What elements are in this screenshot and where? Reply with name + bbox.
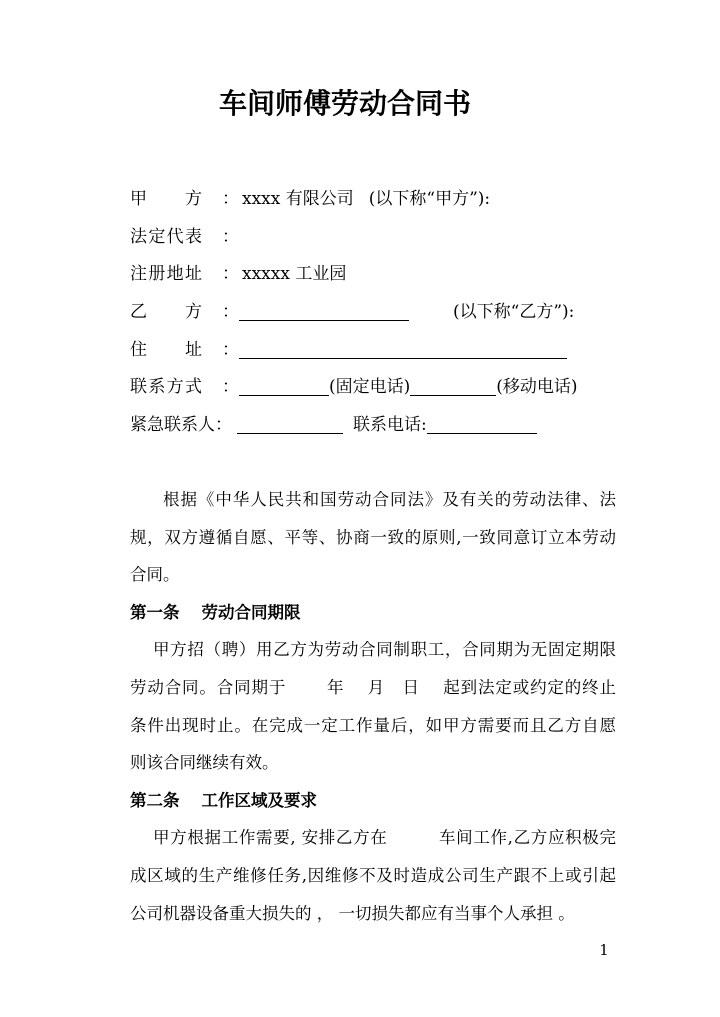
party-a-note: (以下称“甲方”): [368, 189, 491, 209]
emergency-phone-label: 联系电话: [353, 415, 427, 436]
article-1-line: 甲方招（聘）用乙方为劳动合同制职工，合同期为无固定期限 [153, 640, 616, 660]
preamble-line: 合同。 [130, 565, 180, 585]
party-b-blank-line [239, 320, 409, 321]
registered-address-row [130, 256, 618, 294]
home-address-label-char1: 住 [130, 339, 147, 360]
mobile-phone-blank-line [410, 395, 496, 396]
party-b-row [130, 294, 618, 332]
fixed-phone-note: (固定电话) [329, 377, 411, 398]
contact-label: 联系方式 [130, 377, 202, 398]
emergency-contact-row [130, 407, 618, 445]
article-2-line: 成区域的生产维修任务,因维修不及时造成公司生产跟不上或引起 [130, 865, 616, 885]
article-2-line: 甲方根据工作需要, 安排乙方在 车间工作,乙方应积极完 [153, 828, 616, 848]
emergency-phone-blank-line [427, 433, 537, 434]
party-a-colon: ： [222, 189, 239, 209]
contact-colon: ： [222, 377, 239, 398]
article-1-number: 第一条 [130, 602, 180, 622]
article-1-line: 条件出现时止。在完成一定工作量后，如甲方需要而且乙方自愿 [130, 715, 616, 735]
article-2-heading [130, 782, 616, 820]
party-a-value: xxxx 有限公司 [242, 189, 354, 209]
article-1-line: 则该合同继续有效。 [130, 753, 279, 773]
party-b-label-char1: 乙 [130, 302, 147, 323]
fixed-phone-blank-line [239, 395, 329, 396]
party-b-label-char2: 方 [185, 302, 202, 323]
emergency-contact-label: 紧急联系人： [130, 415, 232, 436]
registered-address-label: 注册地址 [130, 264, 202, 285]
article-1-title: 劳动合同期限 [201, 602, 301, 622]
party-a-label-char1: 甲 [130, 189, 147, 209]
article-1-heading [130, 594, 616, 632]
party-b-colon: ： [222, 302, 239, 323]
contract-body [130, 481, 616, 932]
party-b-note: (以下称“乙方”): [453, 302, 575, 323]
legal-rep-row [130, 219, 618, 257]
party-a-row [130, 181, 618, 219]
mobile-phone-note: (移动电话) [496, 377, 578, 398]
preamble-line: 规，双方遵循自愿、平等、协商一致的原则,一致同意订立本劳动 [130, 527, 616, 547]
home-address-colon: ： [222, 339, 239, 360]
page-number: 1 [599, 941, 609, 959]
home-address-row [130, 332, 618, 370]
article-1-line: 劳动合同。合同期于 年 月 日 起到法定或约定的终止 [130, 677, 616, 697]
party-b-label [130, 294, 202, 332]
article-2-title: 工作区域及要求 [201, 790, 317, 810]
legal-rep-label: 法定代表 [130, 226, 202, 247]
home-address-blank-line [239, 358, 567, 359]
home-address-label-char2: 址 [185, 339, 202, 360]
emergency-contact-blank-line [237, 433, 343, 434]
registered-address-colon: ： [222, 264, 239, 285]
article-2-number: 第二条 [130, 790, 180, 810]
legal-rep-colon: ： [222, 226, 239, 247]
party-a-label-char2: 方 [185, 189, 202, 209]
registered-address-value: xxxxx 工业园 [242, 264, 347, 285]
header-info-block [130, 181, 618, 445]
contact-row [130, 369, 618, 407]
article-2-line: 公司机器设备重大损失的 ， 一切损失都应有当事个人承担 。 [130, 903, 575, 923]
party-a-label [130, 181, 202, 219]
home-address-label [130, 332, 202, 370]
preamble-line: 根据《中华人民共和国劳动合同法》及有关的劳动法律、法 [163, 490, 616, 509]
document-title: 车间师傅劳动合同书 [218, 87, 471, 120]
